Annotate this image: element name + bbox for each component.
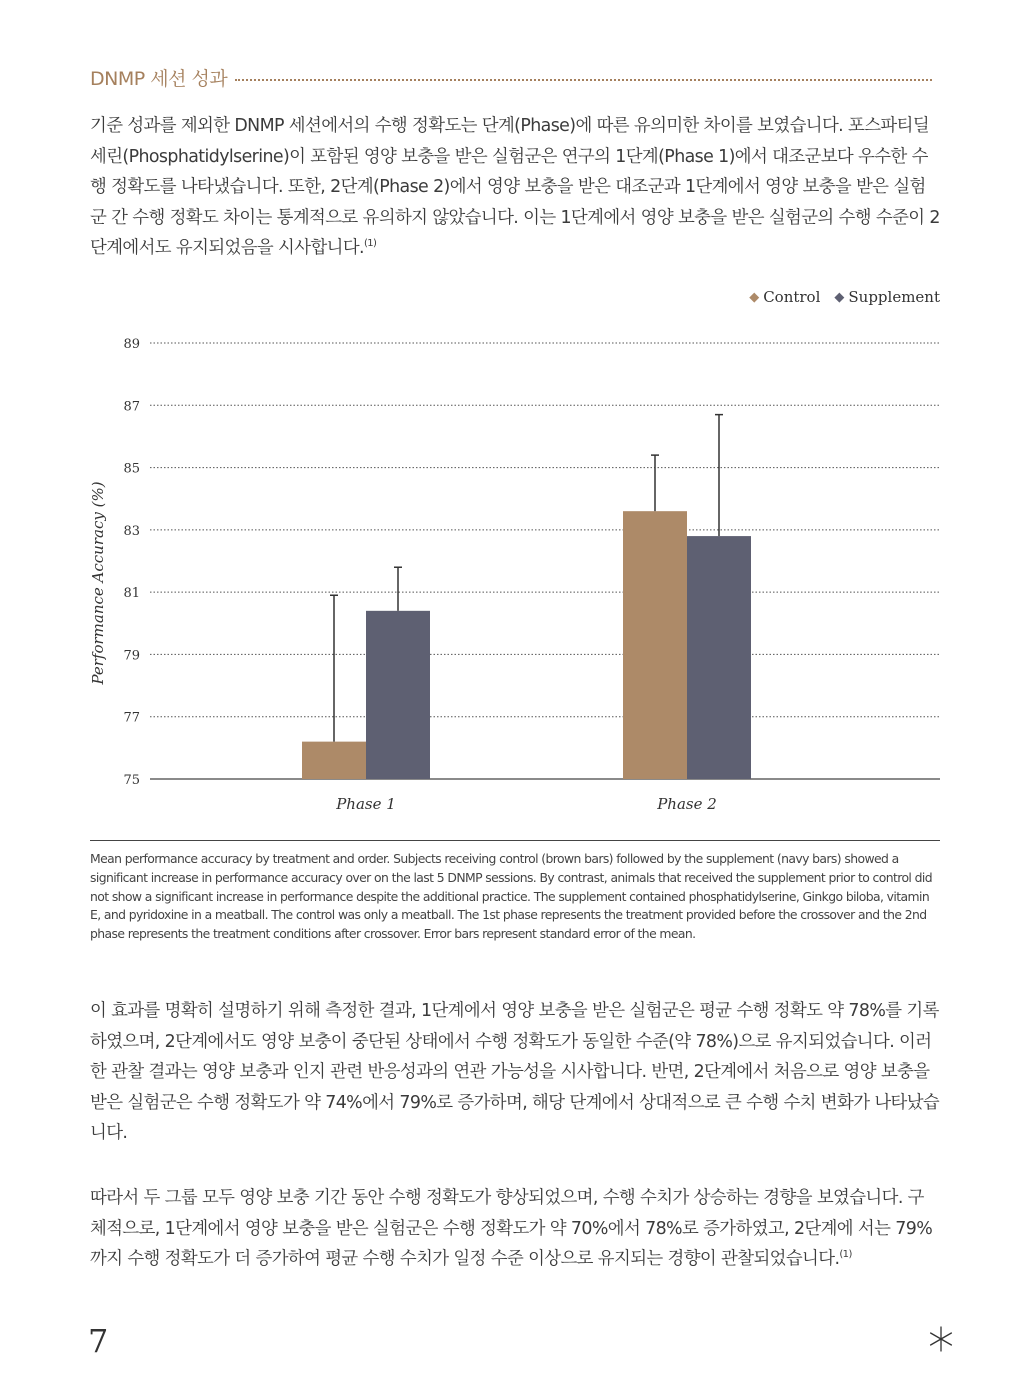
x-category-label: Phase 2 (657, 795, 717, 813)
page-number: 7 (88, 1322, 109, 1360)
results-paragraph-text: 이 효과를 명확히 설명하기 위해 측정한 결과, 1단계에서 영양 보충을 받은 실험군은 평균 수행 정확도 약 78%를 기록하였으며, 2단계에서도 영양 보충이 중단된 상태에서 수행 정확도가 동일한 수준(약 78%)으로 유지되었습니다. 이러한 관찰 결과는 영양 보충과 인지 관련 반응성과의 연관 가능성을 시사합니다. 반면, 2단계에서 처음으로 영양 보충을 받은 실험군은 수행 정확도가 약 74%에서 79%로 증가하며, 해당 단계에서 상대적으로 큰 수행 수치 변화가 나타났습니다. (90, 1001, 940, 1143)
conclusion-paragraph-text: 따라서 두 그룹 모두 영양 보충 기간 동안 수행 정확도가 향상되었으며, 수행 수치가 상승하는 경향을 보였습니다. 구체적으로, 1단계에서 영양 보충을 받은 실험군은 수행 정확도가 약 70%에서 78%로 증가하였고, 2단계에 서는 79%까지 수행 정확도가 더 증가하여 평균 수행 수치가 일정 수준 이상으로 유지되는 경향이 관찰되었습니다. (90, 1188, 933, 1269)
intro-paragraph (90, 111, 940, 264)
legend-marker-control: ◆ (749, 289, 760, 305)
bar-control-2 (623, 511, 687, 779)
citation-marker: (1) (363, 238, 377, 250)
y-tick-label: 81 (123, 586, 140, 602)
figure-caption: Mean performance accuracy by treatment and order. Subjects receiving control (brown bars) followed by the supplement (navy bars) showed a significant increase in performance accuracy over on the last 5 DNMP sessions. By contrast, animals that received the supplement prior to control did not show a significant increase in performance despite the additional practice. The supplement contained phosphatidylserine, Ginkgo biloba, vitamin E, and pyridoxine in a meatball. The control was only a meatball. The 1st phase represents the treatment provided before the crossover and the 2nd phase represents the treatment conditions after crossover. Error bars represent standard error of the mean. (90, 851, 932, 942)
legend-marker-supplement: ◆ (834, 289, 845, 305)
y-tick-label: 79 (123, 648, 140, 664)
y-tick-label: 85 (123, 461, 140, 477)
y-tick-label: 77 (123, 710, 140, 726)
star-icon (928, 1326, 954, 1352)
dotted-leader (235, 79, 932, 81)
bar-supplement-2 (687, 536, 751, 779)
y-tick-label: 89 (123, 337, 140, 352)
citation-marker: (1) (839, 1249, 852, 1261)
section-title: DNMP 세션 성과 (90, 67, 228, 90)
caption-divider (90, 840, 940, 841)
y-tick-label: 83 (123, 523, 140, 539)
y-axis-label: Performance Accuracy (%) (89, 481, 107, 685)
conclusion-paragraph (90, 1183, 940, 1275)
legend-label-supplement: Supplement (848, 288, 940, 306)
bar-control-1 (302, 742, 366, 779)
legend-label-control: Control (763, 288, 821, 306)
y-tick-label: 75 (123, 773, 140, 788)
bar-supplement-1 (366, 611, 430, 779)
section-header (90, 62, 932, 92)
bar-chart (0, 280, 1031, 820)
y-tick-label: 87 (123, 399, 140, 415)
x-category-label: Phase 1 (336, 795, 396, 813)
results-paragraph (90, 996, 940, 1149)
intro-paragraph-text: 기준 성과를 제외한 DNMP 세션에서의 수행 정확도는 단계(Phase)에 따른 유의미한 차이를 보였습니다. 포스파티딜세린(Phosphatidylserine)이 포함된 영양 보충을 받은 실험군은 연구의 1단계(Phase 1)에서 대조군보다 우수한 수행 정확도를 나타냈습니다. 또한, 2단계(Phase 2)에서 영양 보충을 받은 대조군과 1단계에서 영양 보충을 받은 실험군 간 수행 정확도 차이는 통계적으로 유의하지 않았습니다. 이는 1단계에서 영양 보충을 받은 실험군의 수행 수준이 2단계에서도 유지되었음을 시사합니다. (90, 116, 940, 258)
